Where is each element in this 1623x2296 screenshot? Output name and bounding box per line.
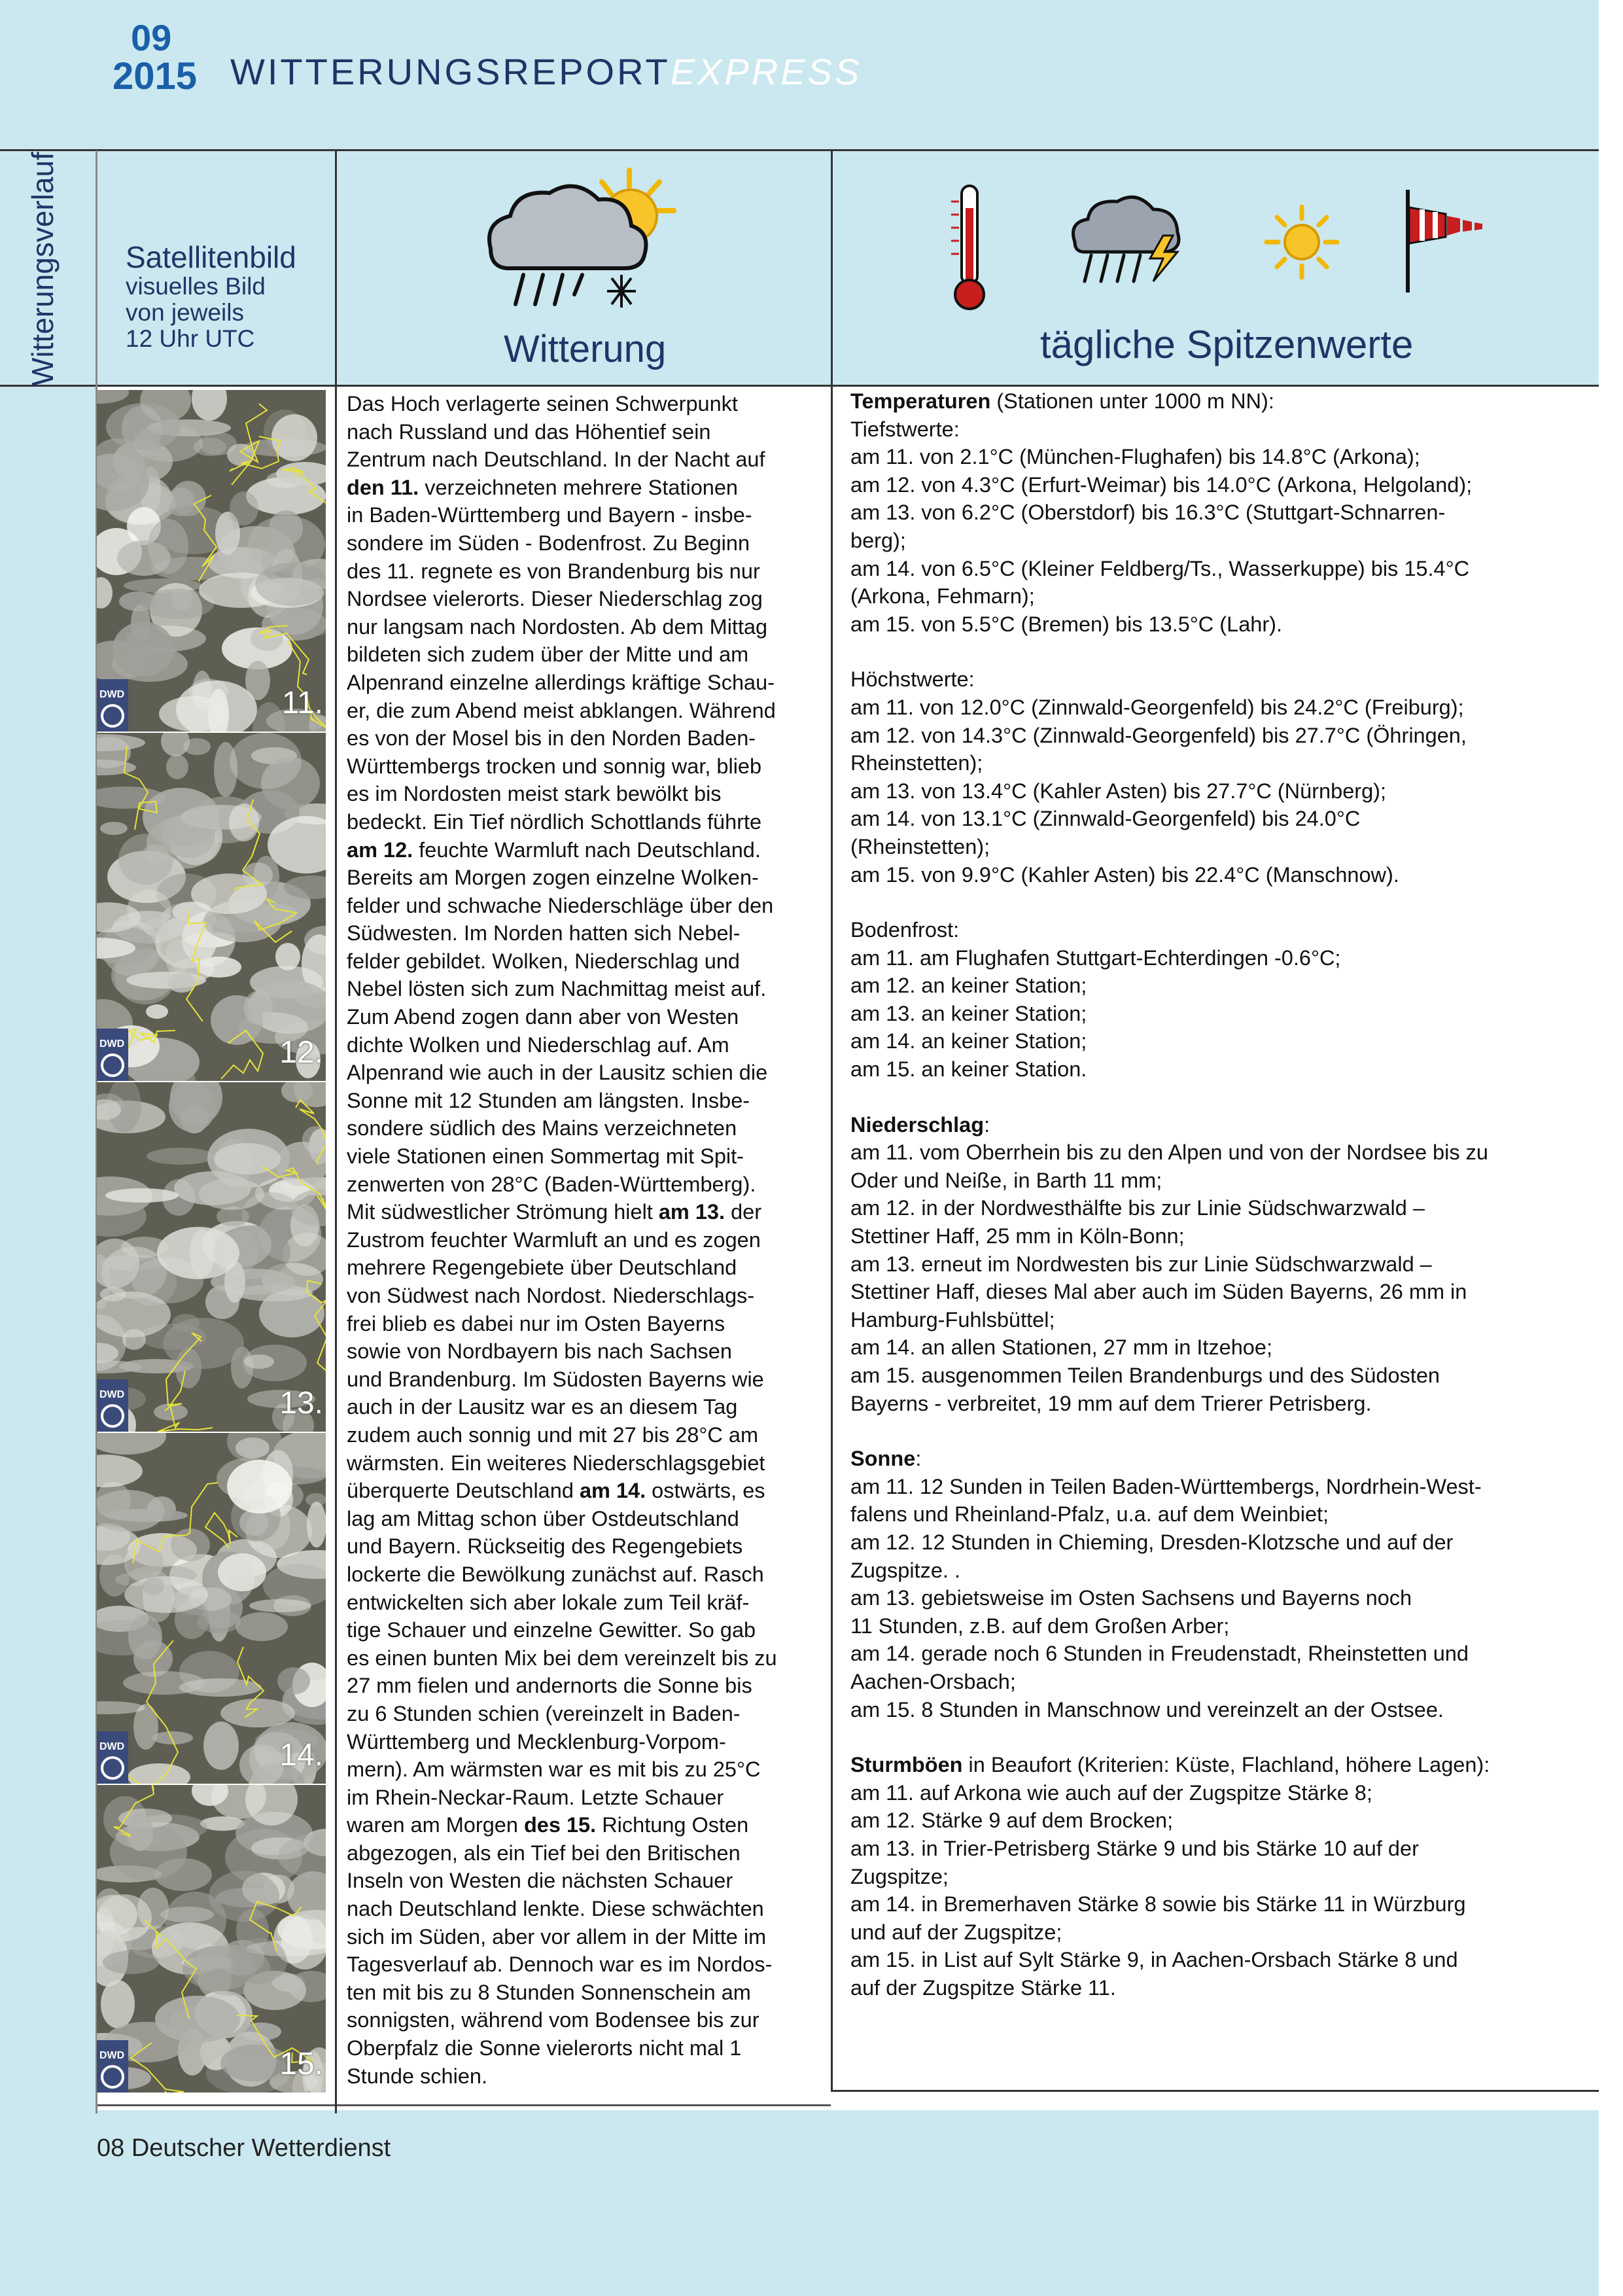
nieder-line: Stettiner Haff, 25 mm in Köln-Bonn; [850, 1224, 1185, 1248]
spitzenwerte-text [850, 387, 1590, 2002]
hoch-line: am 13. von 13.4°C (Kahler Asten) bis 27.7°C (Nürnberg); [850, 779, 1387, 803]
witterung-line: tige Schauer und einzelne Gewitter. So gab [347, 1618, 756, 1642]
witterung-line: sowie von Nordbayern bis nach Sachsen [347, 1339, 732, 1364]
sturm-line: am 14. in Bremerhaven Stärke 8 sowie bis Stärke 11 in Würzburg [850, 1892, 1466, 1916]
witterung-line: es einen bunten Mix bei dem vereinzelt bis zu [347, 1646, 777, 1670]
header-rule [0, 149, 1599, 151]
bottom-rule-right [831, 2090, 1599, 2092]
witterung-line: felder und schwache Niederschläge über den [347, 893, 774, 917]
witterung-line: Oberpfalz die Sonne vielerorts nicht mal 1 [347, 2036, 742, 2060]
satellite-image-graphic [97, 1082, 326, 1432]
witterung-line: zu 6 Stunden schien (vereinzelt in Baden- [347, 1701, 741, 1725]
witterung-line: Mit südwestlicher Strömung hielt am 13. der [347, 1200, 762, 1224]
satellite-image [97, 1433, 326, 1784]
report-title-express: EXPRESS [670, 51, 862, 92]
issue-year: 2015 [113, 55, 198, 97]
satellite-image-graphic [97, 390, 326, 732]
page-footer: 08 Deutscher Wetterdienst [97, 2134, 391, 2162]
witterung-line: ten mit bis zu 8 Stunden Sonnenschein am [347, 1980, 751, 2004]
witterung-line: nach Russland und das Höhentief sein [347, 419, 711, 444]
witterung-line: sondere südlich des Mains verzeichneten [347, 1116, 737, 1140]
thermometer-icon [950, 182, 989, 313]
nieder-line: Hamburg-Fuhlsbüttel; [850, 1307, 1055, 1332]
svg-text:DWD: DWD [99, 1038, 125, 1050]
witterung-line: lag am Mittag schon über Ostdeutschland [347, 1506, 739, 1530]
satellite-title: Satellitenbild [126, 240, 296, 274]
nieder-heading: Niederschlag: [850, 1112, 990, 1137]
satellite-image-graphic [97, 1433, 326, 1784]
sonne-line: falens und Rheinland-Pfalz, u.a. auf dem Weinbiet; [850, 1502, 1329, 1527]
satellite-image [97, 1785, 326, 2093]
hoch-label: Höchstwerte: [850, 667, 975, 692]
bottom-rule-left [97, 2104, 831, 2106]
nieder-line: am 12. in der Nordwesthälfte bis zur Linie Südschwarzwald – [850, 1196, 1425, 1220]
witterung-line: von Südwest nach Nordost. Niederschlags- [347, 1284, 755, 1307]
dwd-logo-icon [97, 2040, 128, 2093]
witterung-line: abgezogen, als ein Tief bei den Britischen [347, 1841, 741, 1865]
tief-line: am 11. von 2.1°C (München-Flughafen) bis 14.8°C (Arkona); [850, 445, 1420, 469]
witterung-line: zenwerten von 28°C (Baden-Württemberg). [347, 1172, 756, 1196]
hoch-line: am 12. von 14.3°C (Zinnwald-Georgenfeld) bis 27.7°C (Öhringen, [850, 723, 1467, 747]
column-header-rule [0, 385, 1599, 387]
witterung-line: sonnigsten, während vom Bodensee bis zur [347, 2008, 759, 2032]
sat-divider [335, 150, 337, 2113]
witterung-line: Zum Abend zogen dann aber von Westen [347, 1005, 739, 1029]
tief-line: am 13. von 6.2°C (Oberstdorf) bis 16.3°C (Stuttgart-Schnarren- [850, 501, 1446, 525]
witterung-line: nur langsam nach Nordosten. Ab dem Mittag [347, 614, 768, 639]
witterung-line: Alpenrand einzelne allerdings kräftige Schau- [347, 670, 775, 694]
witterung-line: des 11. regnete es von Brandenburg bis nur [347, 559, 760, 583]
witterung-line: sich im Süden, aber vor allem in der Mitte im [347, 1924, 767, 1949]
svg-text:DWD: DWD [99, 689, 125, 700]
hoch-line: am 14. von 13.1°C (Zinnwald-Georgenfeld) bis 24.0°C [850, 807, 1361, 831]
witterung-line: am 12. feuchte Warmluft nach Deutschland. [347, 838, 761, 862]
witterung-line: Tagesverlauf ab. Dennoch war es im Nordos- [347, 1952, 773, 1977]
tief-label: Tiefstwerte: [850, 417, 960, 441]
sturm-heading: Sturmböen in Beaufort (Kriterien: Küste, Flachland, höhere Lagen): [850, 1753, 1490, 1777]
tief-line: am 14. von 6.5°C (Kleiner Feldberg/Ts., Wasserkuppe) bis 15.4°C [850, 556, 1470, 580]
sturm-line: am 12. Stärke 9 auf dem Brocken; [850, 1809, 1174, 1833]
frost-label: Bodenfrost: [850, 918, 960, 942]
witterung-line: und Bayern. Rückseitig des Regengebiets [347, 1534, 743, 1559]
nieder-line: Oder und Neiße, in Barth 11 mm; [850, 1168, 1162, 1192]
nieder-line: Bayerns - verbreitet, 19 mm auf dem Trierer Petrisberg. [850, 1391, 1372, 1415]
satellite-date-label: 11. [281, 686, 323, 720]
frost-line: am 13. an keiner Station; [850, 1001, 1087, 1025]
dwd-logo-icon [97, 1379, 128, 1432]
witterung-line: Sonne mit 12 Stunden am längsten. Insbe- [347, 1088, 750, 1112]
hoch-line: am 15. von 9.9°C (Kahler Asten) bis 22.4°C (Manschnow). [850, 862, 1399, 887]
sonne-line: am 15. 8 Stunden in Manschnow und vereinzelt an der Ostsee. [850, 1697, 1444, 1722]
frost-line: am 12. an keiner Station; [850, 974, 1087, 998]
hoch-line: Rheinstetten); [850, 751, 983, 775]
witterung-text [347, 390, 831, 2090]
report-title [230, 52, 862, 92]
witterung-line: im Rhein-Neckar-Raum. Letzte Schauer [347, 1785, 724, 1809]
frost-line: am 15. an keiner Station. [850, 1057, 1087, 1082]
witterung-line: waren am Morgen des 15. Richtung Osten [347, 1813, 749, 1837]
issue-month: 09 [131, 17, 172, 58]
sonne-line: Zugspitze. . [850, 1558, 960, 1582]
tief-line: berg); [850, 528, 906, 552]
sturm-line: am 15. in List auf Sylt Stärke 9, in Aachen-Orsbach Stärke 8 und [850, 1948, 1458, 1972]
tief-line: am 15. von 5.5°C (Bremen) bis 13.5°C (Lahr). [850, 612, 1283, 636]
witterung-line: zudem auch sonnig und mit 27 bis 28°C am [347, 1422, 759, 1447]
left-margin-band [0, 150, 97, 2113]
dwd-logo-icon [97, 1029, 128, 1081]
witterung-line: frei blieb es dabei nur im Osten Bayerns [347, 1311, 725, 1335]
svg-text:DWD: DWD [99, 1741, 125, 1752]
witterung-line: mern). Am wärmsten war es mit bis zu 25°C [347, 1757, 761, 1782]
cloud-sun-rain-icon [478, 164, 693, 314]
witterung-line: auch in der Lausitz war es an diesem Tag [347, 1395, 738, 1419]
satellite-heading [126, 241, 296, 352]
frost-line: am 11. am Flughafen Stuttgart-Echterdingen -0.6°C; [850, 945, 1341, 970]
witterung-line: Nebel lösten sich zum Nachmittag meist auf. [347, 977, 767, 1001]
witterung-line: Bereits am Morgen zogen einzelne Wolken- [347, 866, 759, 890]
witterung-line: Zustrom feuchter Warmluft an und es zogen [347, 1227, 761, 1252]
sturm-line: auf der Zugspitze Stärke 11. [850, 1975, 1116, 2000]
satellite-sub2: von jeweils [126, 299, 244, 326]
header-corner [0, 0, 97, 150]
sturm-line: Zugspitze; [850, 1864, 949, 1888]
frost-list [850, 944, 1590, 1084]
witterung-line: Südwesten. Im Norden hatten sich Nebel- [347, 921, 741, 945]
report-title-main: WITTERUNGSREPORT [230, 51, 671, 92]
hoch-line: am 11. von 12.0°C (Zinnwald-Georgenfeld) bis 24.2°C (Freiburg); [850, 695, 1464, 719]
tief-list [850, 443, 1590, 638]
witterung-line: nach Deutschland lenkte. Diese schwächten [347, 1897, 764, 1921]
sturm-line: und auf der Zugspitze; [850, 1920, 1062, 1944]
witterung-line: 27 mm fielen und andernorts die Sonne bis [347, 1674, 752, 1698]
tief-line: (Arkona, Fehmarn); [850, 584, 1035, 609]
thunderstorm-cloud-icon [1065, 190, 1189, 288]
witterung-line: dichte Wolken und Niederschlag auf. Am [347, 1033, 729, 1057]
temp-heading: Temperaturen (Stationen unter 1000 m NN): [850, 389, 1274, 413]
sonne-list [850, 1473, 1590, 1723]
witterung-line: Alpenrand wie auch in der Lausitz schien die [347, 1061, 768, 1085]
dwd-logo-icon [97, 679, 128, 732]
witterung-line: es von der Mosel bis in den Norden Baden- [347, 726, 756, 751]
witterung-line: er, die zum Abend meist abklangen. Während [347, 698, 776, 722]
witterung-line: wärmsten. Ein weiteres Niederschlagsgebiet [347, 1451, 765, 1475]
hoch-line: (Rheinstetten); [850, 834, 990, 858]
satellite-image-graphic [97, 733, 326, 1081]
satellite-date-label: 13. [279, 1386, 323, 1421]
satellite-image [97, 390, 326, 732]
svg-text:DWD: DWD [99, 1389, 125, 1400]
sonne-line: am 13. gebietsweise im Osten Sachsens und Bayerns noch [850, 1586, 1412, 1610]
satellite-sub3: 12 Uhr UTC [126, 325, 255, 352]
sonne-line: 11 Stunden, z.B. auf dem Großen Arber; [850, 1614, 1230, 1638]
nieder-line: am 14. an allen Stationen, 27 mm in Itzehoe; [850, 1335, 1272, 1360]
sonne-heading: Sonne: [850, 1447, 922, 1471]
witterung-line: es im Nordosten meist stark bewölkt bis [347, 782, 722, 806]
dwd-logo-icon [97, 1731, 128, 1784]
witterung-line: bildeten sich zudem über der Mitte und am [347, 643, 749, 667]
satellite-image [97, 1082, 326, 1432]
sturm-line: am 13. in Trier-Petrisberg Stärke 9 und bis Stärke 10 auf der [850, 1836, 1419, 1860]
satellite-date-label: 14. [279, 1738, 323, 1773]
witterung-line: Zentrum nach Deutschland. In der Nacht auf [347, 448, 765, 472]
sun-icon [1263, 203, 1341, 281]
witterung-line: Nordsee vielerorts. Dieser Niederschlag zog [347, 587, 763, 611]
witterung-line: felder gebildet. Wolken, Niederschlag und [347, 949, 741, 973]
nieder-line: am 13. erneut im Nordwesten bis zur Linie Südschwarzwald – [850, 1252, 1432, 1276]
witterung-line: mehrere Regengebiete über Deutschland [347, 1256, 737, 1280]
frost-line: am 14. an keiner Station; [850, 1029, 1087, 1053]
witterung-line: sondere im Süden - Bodenfrost. Zu Beginn [347, 531, 750, 555]
sturm-line: am 11. auf Arkona wie auch auf der Zugspitze Stärke 8; [850, 1780, 1372, 1805]
spitzenwerte-heading: tägliche Spitzenwerte [1040, 323, 1414, 366]
witterung-line: den 11. verzeichneten mehrere Stationen [347, 475, 738, 499]
nieder-line: Stettiner Haff, dieses Mal aber auch im Süden Bayerns, 26 mm in [850, 1280, 1467, 1304]
sonne-line: am 14. gerade noch 6 Stunden in Freudenstadt, Rheinstetten und [850, 1642, 1469, 1666]
nieder-list [850, 1139, 1590, 1417]
satellite-image [97, 733, 326, 1081]
witterung-line: lockerte die Bewölkung zunächst auf. Rasch [347, 1562, 764, 1586]
witterung-line: Stunde schien. [347, 2064, 488, 2088]
witterung-line: in Baden-Württemberg und Bayern - insbe- [347, 503, 752, 527]
witterung-line: Württembergs trocken und sonnig war, blieb [347, 754, 762, 778]
sonne-line: am 12. 12 Stunden in Chieming, Dresden-Klotzsche und auf der [850, 1530, 1454, 1554]
svg-text:DWD: DWD [99, 2050, 125, 2061]
side-label: Witterungsverlauf [26, 152, 60, 386]
witterung-line: Das Hoch verlagerte seinen Schwerpunkt [347, 392, 738, 415]
tief-line: am 12. von 4.3°C (Erfurt-Weimar) bis 14.0°C (Arkona, Helgoland); [850, 472, 1473, 497]
satellite-sub1: visuelles Bild [126, 273, 266, 300]
sonne-line: am 11. 12 Sunden in Teilen Baden-Württembergs, Nordrhein-West- [850, 1474, 1482, 1498]
witterung-line: bedeckt. Ein Tief nördlich Schottlands führte [347, 809, 762, 834]
hoch-list [850, 694, 1590, 889]
witterung-line: entwickelten sich aber lokale zum Teil kräf- [347, 1590, 750, 1614]
witterung-heading: Witterung [504, 328, 667, 370]
satellite-date-label: 12. [279, 1035, 323, 1070]
witterung-line: Württemberg und Mecklenburg-Vorpom- [347, 1729, 726, 1754]
nieder-line: am 15. ausgenommen Teilen Brandenburgs und des Südosten [850, 1364, 1440, 1387]
sonne-line: Aachen-Orsbach; [850, 1669, 1016, 1693]
mid-divider [831, 150, 833, 2091]
nieder-line: am 11. vom Oberrhein bis zu den Alpen und von der Nordsee bis zu [850, 1140, 1488, 1165]
witterung-line: Inseln von Westen die nächsten Schauer [347, 1869, 733, 1893]
witterung-line: überquerte Deutschland am 14. ostwärts, es [347, 1479, 765, 1503]
witterung-line: und Brandenburg. Im Südosten Bayerns wie [347, 1367, 764, 1391]
witterung-line: viele Stationen einen Sommertag mit Spit- [347, 1144, 744, 1169]
sturm-list [850, 1779, 1590, 2002]
windsock-icon [1400, 185, 1492, 296]
satellite-date-label: 15. [279, 2047, 323, 2081]
